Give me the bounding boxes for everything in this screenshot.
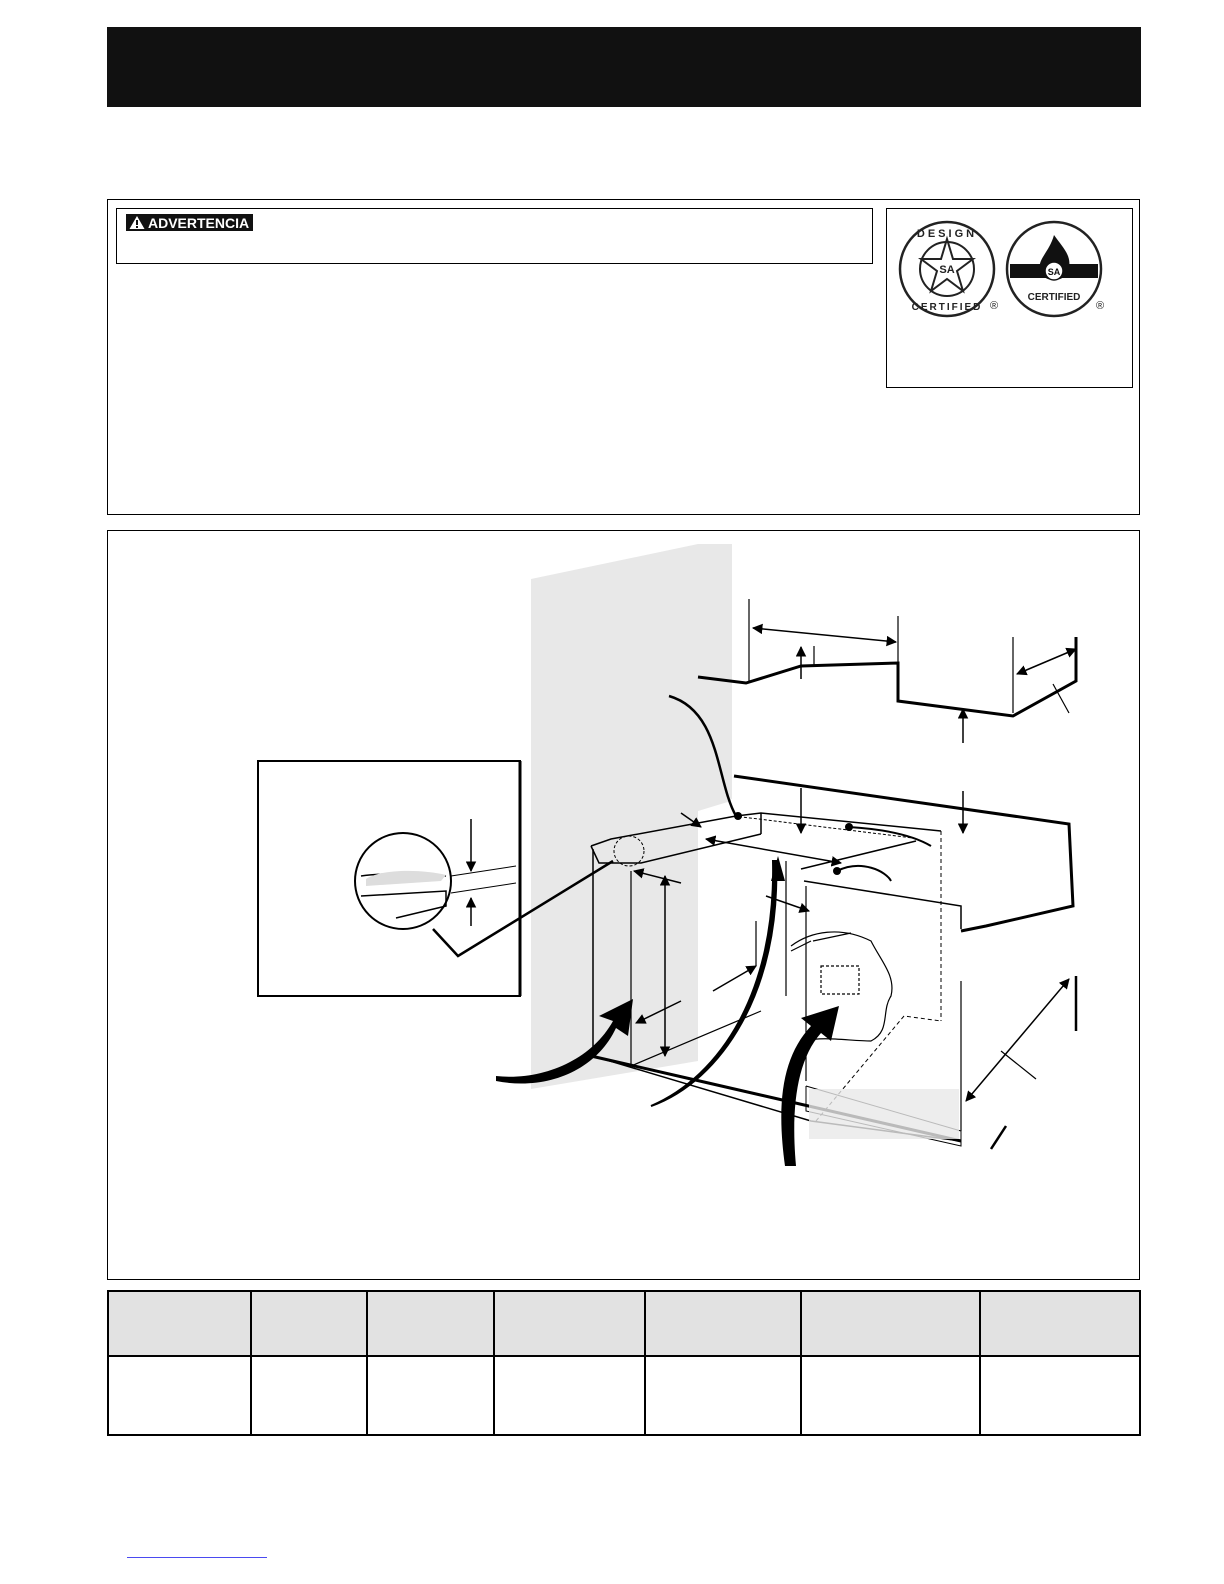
header-bar	[107, 27, 1141, 107]
table-header-cell	[108, 1291, 251, 1356]
table-header-cell	[980, 1291, 1140, 1356]
back-wall-upper	[698, 544, 732, 799]
warning-icon	[129, 215, 145, 230]
overhead-cabinet-thin	[749, 599, 1069, 713]
table-header-cell	[801, 1291, 981, 1356]
dimensions-table	[107, 1290, 1141, 1436]
dim-arrow-right-depth	[966, 979, 1069, 1101]
overhead-cabinet	[698, 637, 1076, 716]
certification-box	[886, 208, 1133, 388]
warning-section	[107, 199, 1140, 515]
seal2-registered: ®	[1096, 300, 1105, 312]
table-header-cell	[367, 1291, 494, 1356]
table-header-cell	[251, 1291, 368, 1356]
seal1-center: SA	[939, 264, 955, 276]
installation-diagram	[107, 530, 1140, 1280]
cable-lower	[837, 866, 891, 881]
seal2-text: CERTIFIED	[1027, 292, 1081, 303]
certification-logos	[887, 209, 1134, 389]
cabinet-cutout-illustration	[108, 531, 1140, 1280]
dim-arrow-cutout-width	[706, 839, 841, 863]
table-cell	[801, 1356, 981, 1435]
cable-right	[849, 827, 931, 846]
table-cell	[980, 1356, 1140, 1435]
footer-link-underline[interactable]	[127, 1557, 267, 1558]
warning-badge	[126, 214, 253, 231]
warning-label: ADVERTENCIA	[148, 214, 250, 231]
dim-arrow-cabinet-depth	[1017, 649, 1076, 674]
table-cell	[251, 1356, 368, 1435]
warning-box	[116, 208, 873, 264]
cabinet-floor-shade	[809, 1089, 959, 1139]
table-cell	[645, 1356, 801, 1435]
table-header-cell	[494, 1291, 645, 1356]
table-cell	[108, 1356, 251, 1435]
seal1-bottom: CERTIFIED	[911, 302, 983, 313]
table-header-cell	[645, 1291, 801, 1356]
table-header-row	[108, 1291, 1140, 1356]
seal1-top: DESIGN	[916, 228, 978, 240]
seal1-registered: ®	[990, 300, 999, 312]
certified-seal	[1007, 222, 1104, 316]
table-cell	[367, 1356, 494, 1435]
table-row	[108, 1356, 1140, 1435]
design-certified-seal	[900, 222, 998, 316]
airflow-arrow-right	[781, 1006, 839, 1166]
seal2-center: SA	[1047, 267, 1061, 277]
table-cell	[494, 1356, 645, 1435]
dim-arrow-bottom	[713, 966, 756, 991]
dim-arrow-cabinet-width	[753, 628, 896, 642]
junction-box	[821, 966, 859, 994]
